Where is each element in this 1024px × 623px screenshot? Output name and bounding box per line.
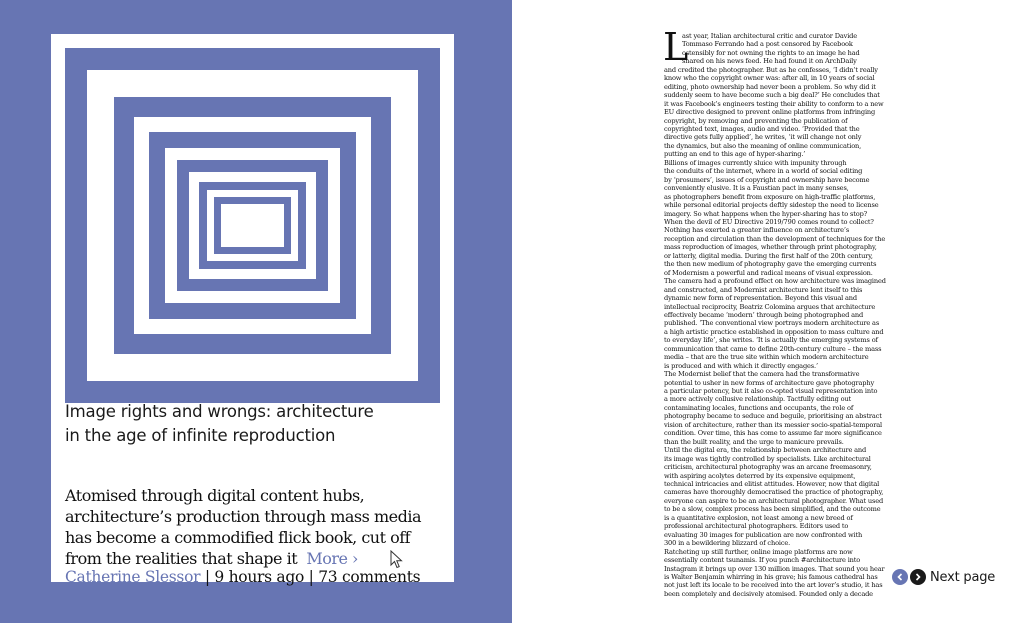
article-line: shared on his news feed. He had found it on ArchDaily — [682, 57, 857, 66]
article-line: cameras have thoroughly democratised the practice of photography, — [664, 488, 884, 497]
article-card[interactable] — [51, 34, 454, 586]
article-line: Ratcheting up still further, online image platforms are now — [664, 547, 853, 556]
article-line: is produced and with which it directly engages.’ — [664, 361, 818, 370]
article-line: everyone can aspire to be an architectural photographer. What used — [664, 496, 884, 505]
article-line: intellectual reciprocity, Beatriz Colomina argues that architecture — [664, 302, 876, 311]
meta-separator: | — [304, 568, 319, 586]
article-line: to be a slow, complex process has been simplified, and the outcome — [664, 505, 881, 514]
article-line: professional architectural photographers. Editors used to — [664, 522, 849, 531]
article-body — [663, 25, 886, 598]
article-line: criticism, architectural photography was an arcane freemasonry, — [664, 463, 872, 472]
article-line: is a quantitative explosion, not least among a new breed of — [664, 513, 853, 522]
chevron-right-icon[interactable] — [910, 569, 926, 585]
article-line: ast year, Italian architectural critic and curator Davide — [682, 32, 857, 40]
article-line: photography became to seduce and beguile, prioritising an abstract — [664, 412, 882, 421]
more-link[interactable]: More › — [306, 549, 358, 568]
article-line: reception and circulation than the development of techniques for the — [664, 234, 886, 243]
card-title-line: in the age of infinite reproduction — [65, 426, 336, 445]
card-title[interactable] — [65, 400, 445, 448]
article-line: mass reproduction of images, whether through print photography, — [664, 243, 877, 252]
article-line: evaluating 30 images for publication are now confronted with — [664, 530, 863, 539]
article-line: media – that are the true site within which modern architecture — [664, 353, 869, 362]
next-page-link[interactable]: Next page — [930, 569, 996, 585]
article-line: Nothing has exerted a greater influence on architecture’s — [664, 226, 850, 235]
article-line: Tommaso Ferrando had a post censored by Facebook — [682, 40, 853, 49]
article-line: with aspiring acolytes deterred by its expensive equipment, — [664, 471, 856, 480]
article-line: its image was tightly controlled by specialists. Like architectural — [664, 454, 871, 463]
article-line: or latterly, digital media. During the first half of the 20th century, — [664, 251, 873, 260]
article-line: technical intricacies and elitist attitudes. However, now that digital — [664, 480, 880, 489]
article-line: EU directive designed to prevent online platforms from infringing — [664, 108, 876, 117]
timestamp: 9 hours ago — [214, 568, 304, 586]
article-line: condition. Over time, this has come to assume far more significance — [664, 429, 882, 438]
article-line: 300 in a bewildering blizzard of choice. — [664, 539, 791, 548]
article-line: The camera had a profound effect on how architecture was imagined — [664, 277, 886, 286]
article-line: the then new medium of photography gave the emerging currents — [664, 260, 877, 269]
card-meta — [65, 567, 420, 587]
article-line: by ‘prosumers’, issues of copyright and ownership have become — [664, 175, 870, 184]
article-line: as photographers benefit from exposure on high-traffic platforms, — [664, 192, 876, 201]
article-line: copyright, by removing and preventing the publication of — [664, 116, 848, 125]
author-link[interactable]: Catherine Slessor — [65, 568, 201, 586]
article-line: suddenly seem to have become such a big deal?’ He concludes that — [664, 91, 880, 100]
article-line: and constructed, and Modernist architecture lent itself to this — [664, 285, 863, 294]
card-title-line: Image rights and wrongs: architecture — [65, 402, 374, 421]
article-line: effectively became ‘modern’ through being photographed and — [664, 310, 864, 319]
article-line: published. ‘The conventional view portrays modern architecture as — [664, 319, 880, 328]
card-summary-line: has become a commodified flick book, cut off — [65, 528, 411, 547]
article-line: conveniently elusive. It is a Faustian pact in many senses, — [664, 184, 849, 193]
article-line: putting an end to this age of hyper-sharing.’ — [664, 150, 806, 159]
article-line: a more actively collusive relationship. Tactfully editing out — [664, 395, 852, 404]
illustration-center — [221, 204, 284, 247]
page-navigation — [892, 567, 995, 587]
chevron-left-icon[interactable] — [892, 569, 908, 585]
article-line: directive gets fully applied’, he writes, ‘it will change not only — [664, 133, 862, 142]
article-line: the conduits of the internet, where in a world of social editing — [664, 167, 863, 176]
article-line: The Modernist belief that the camera had the transformative — [664, 370, 860, 379]
article-line: copyrighted text, images, audio and video. ‘Provided that the — [664, 124, 860, 133]
article-line: vision of architecture, rather than its messier socio-spatial-temporal — [664, 420, 882, 429]
article-line: Until the digital era, the relationship between architecture and — [664, 446, 867, 455]
concentric-squares-illustration — [65, 48, 440, 403]
article-line: communication that came to define 20th-century culture – the mass — [664, 344, 882, 353]
article-line: ostensibly for not owning the rights to an image he had — [682, 48, 860, 57]
article-line: potential to usher in new forms of architecture gave photography — [664, 378, 875, 387]
article-line: essentially content tsunamis. If you punch #architecture into — [664, 556, 861, 565]
card-summary-line: from the realities that shape it — [65, 549, 298, 568]
drop-cap: L — [663, 25, 689, 69]
article-line: while personal editorial projects deftly sidestep the need to license — [664, 201, 879, 210]
article-line: not just left its locale to be received into the art lover’s studio, it has — [664, 581, 883, 590]
comments-link[interactable]: 73 comments — [318, 568, 421, 586]
article-line: Billions of images currently sluice with impunity through — [664, 158, 847, 167]
article-line: and credited the photographer. But as he confesses, ‘I didn’t really — [664, 65, 878, 74]
article-line: imagery. So what happens when the hyper-sharing has to stop? — [664, 209, 868, 218]
article-line: it was Facebook’s engineers testing their ability to conform to a new — [664, 99, 884, 108]
card-summary-line: Atomised through digital content hubs, — [65, 486, 365, 505]
article-line: editing, photo ownership had never been a problem. So why did it — [664, 82, 876, 91]
mouse-pointer-icon — [390, 550, 404, 570]
article-line: to everyday life’, she writes. ‘It is actually the emerging systems of — [664, 336, 878, 345]
article-line: a high artistic practice established in opposition to mass culture and — [664, 327, 884, 336]
article-line: been completely and decisively atomised. Founded only a decade — [664, 589, 873, 598]
article-line: is Walter Benjamin whirring in his grave; his famous cathedral has — [664, 573, 878, 581]
meta-separator: | — [200, 568, 215, 586]
card-summary-line: architecture’s production through mass media — [65, 507, 421, 526]
article-line: a particular potency, but it also co-opted visual representation into — [664, 387, 878, 396]
article-line: When the devil of EU Directive 2019/790 comes round to collect? — [664, 217, 874, 226]
article-line: contaminating locales, functions and occupants, the role of — [664, 403, 854, 412]
article-line: the dynamics, but also the meaning of online communication, — [664, 141, 862, 150]
article-line: dynamic new form of representation. Beyond this visual and — [664, 294, 857, 303]
article-line: Instagram it brings up over 130 million images. That sound you hear — [664, 564, 885, 573]
article-line: know who the copyright owner was: after all, in 10 years of social — [664, 74, 875, 83]
article-line: of Modernism a powerful and radical means of visual expression. — [664, 268, 873, 277]
article-line: than the built reality, and the urge to manicure prevails. — [664, 437, 844, 446]
